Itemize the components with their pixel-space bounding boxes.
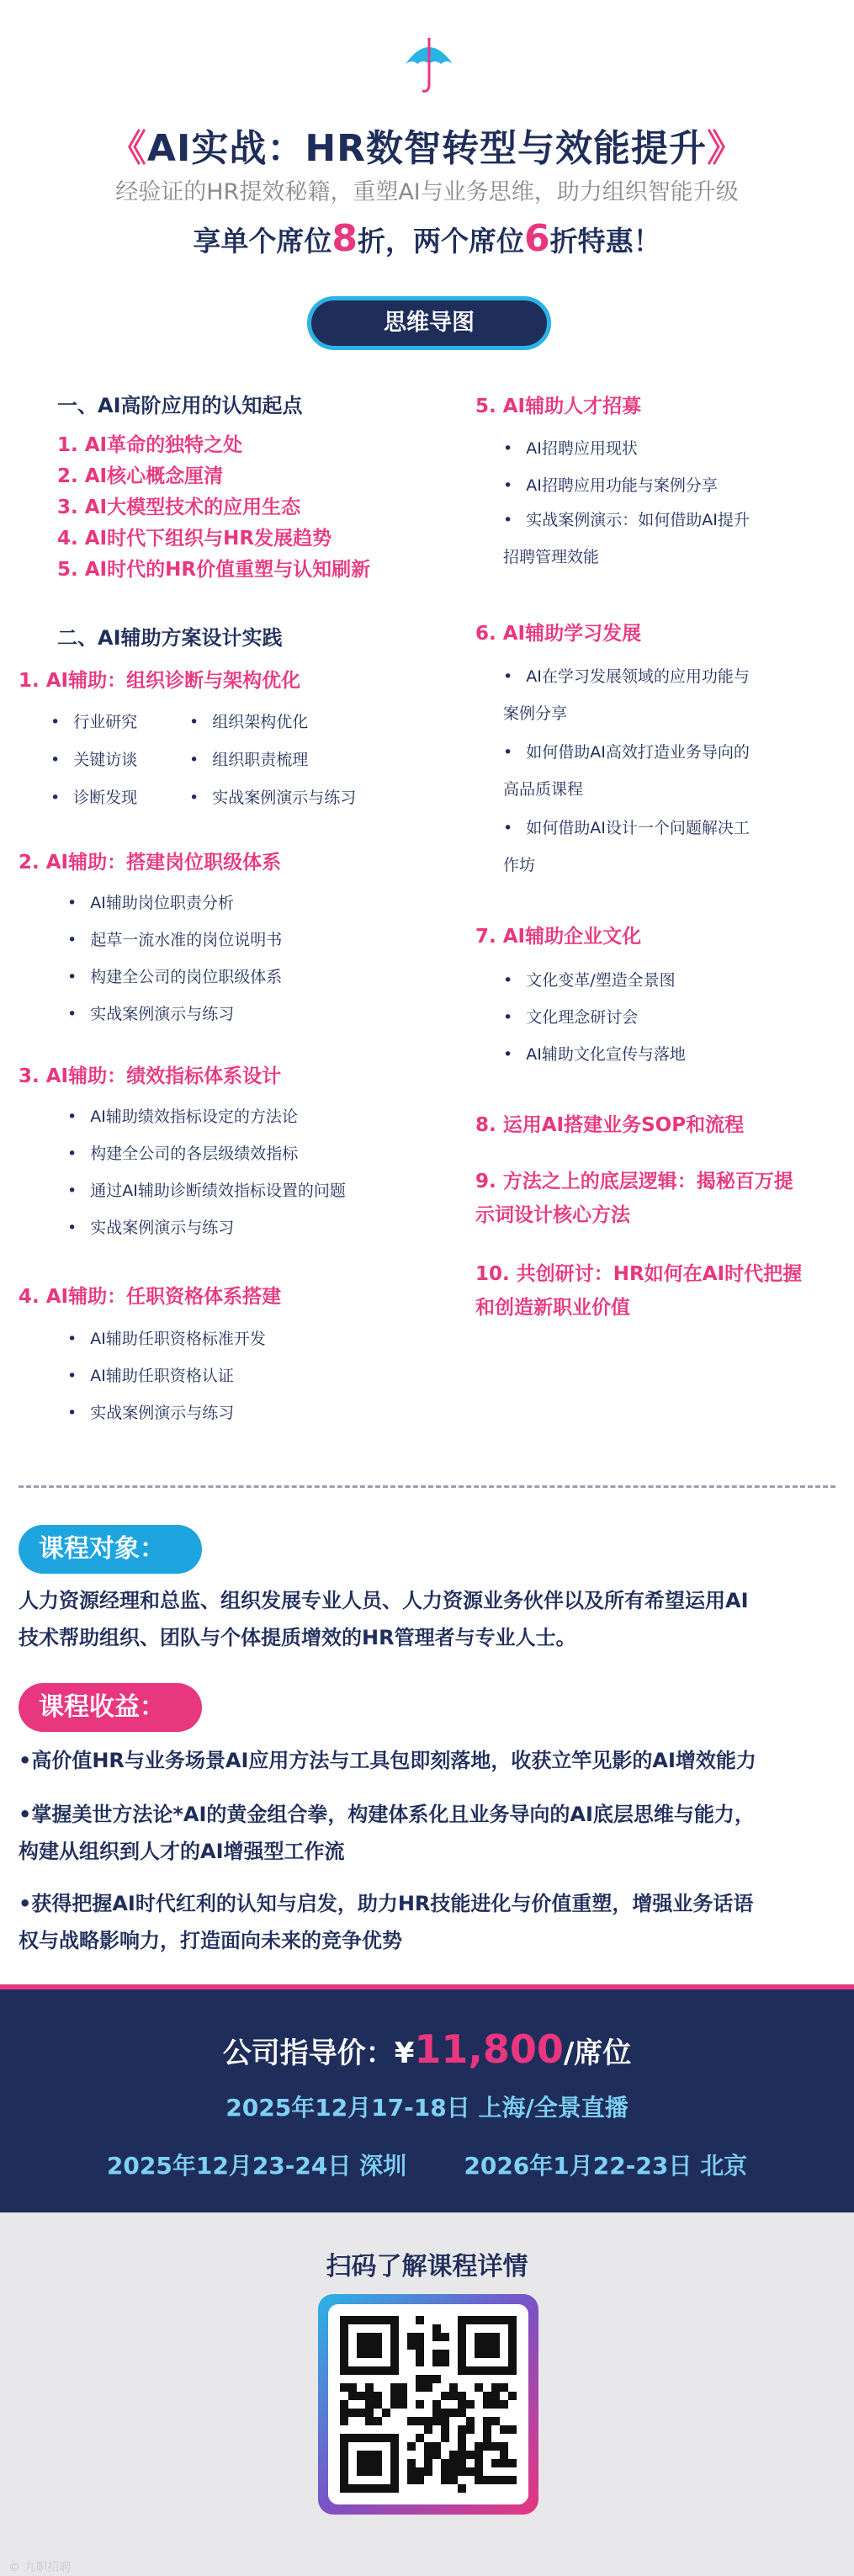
sec1-item-1: 1. AI革命的独特之处 bbox=[57, 434, 243, 456]
list-item: • AI招聘应用功能与案例分享 bbox=[503, 473, 718, 496]
module-6-title: 6. AI辅助学习发展 bbox=[475, 623, 642, 645]
watermark: © 九职招聘 bbox=[8, 2561, 72, 2574]
list-item: • 起草一流水准的岗位说明书 bbox=[67, 927, 282, 950]
list-item: • 通过AI辅助诊断绩效指标设置的问题 bbox=[67, 1178, 346, 1201]
list-item: • AI辅助绩效指标设定的方法论 bbox=[67, 1104, 298, 1127]
list-item: • AI辅助文化宣传与落地 bbox=[503, 1042, 686, 1065]
list-item: • 实战案例演示与练习 bbox=[67, 1001, 234, 1024]
session-dates-2: 2025年12月23-24日 深圳 2026年1月22-23日 北京 bbox=[106, 2152, 748, 2180]
list-item: • 诊断发现 bbox=[50, 785, 137, 808]
audience-label: 课程对象： bbox=[19, 1525, 202, 1574]
session-date-1: 2025年12月17-18日 上海/全景直播 bbox=[225, 2094, 629, 2122]
qr-code-icon[interactable] bbox=[340, 2316, 517, 2493]
list-item: • 如何借助AI高效打造业务导向的 高品质课程 bbox=[503, 743, 750, 799]
list-item: • 行业研究 bbox=[50, 709, 137, 732]
benefit-2: •掌握美世方法论*AI的黄金组合拳，构建体系化且业务导向的AI底层思维与能力， 构建从组织到人才的AI增强型工作流 bbox=[19, 1803, 755, 1863]
module-7-title: 7. AI辅助企业文化 bbox=[475, 926, 642, 948]
section-1-title: 一、AI高阶应用的认知起点 bbox=[57, 394, 303, 417]
list-item: • 如何借助AI设计一个问题解决工 作坊 bbox=[503, 819, 750, 874]
page-title: 《AI实战：HR数智转型与效能提升》 bbox=[109, 127, 745, 170]
benefits-label: 课程收益： bbox=[19, 1683, 202, 1732]
list-item: • 构建全公司的各层级绩效指标 bbox=[67, 1141, 298, 1164]
list-item: • AI招聘应用现状 bbox=[503, 436, 638, 459]
discount-offer: 享单个席位8折，两个席位6折特惠！ bbox=[193, 217, 661, 260]
sec1-item-4: 4. AI时代下组织与HR发展趋势 bbox=[57, 528, 332, 550]
module-8-title: 8. 运用AI搭建业务SOP和流程 bbox=[475, 1114, 745, 1136]
price-line: 公司指导价：¥11,800/席位 bbox=[222, 2026, 632, 2072]
list-item: • 实战案例演示与练习 bbox=[189, 785, 356, 808]
module-3-title: 3. AI辅助：绩效指标体系设计 bbox=[19, 1065, 282, 1087]
module-9-title: 9. 方法之上的底层逻辑：揭秘百万提 示词设计核心方法 bbox=[475, 1171, 793, 1226]
list-item: • AI辅助任职资格认证 bbox=[67, 1363, 234, 1386]
list-item: • AI辅助岗位职责分析 bbox=[67, 890, 234, 913]
module-5-title: 5. AI辅助人才招募 bbox=[475, 396, 642, 417]
list-item: • 关键访谈 bbox=[50, 747, 137, 770]
list-item: • 组织架构优化 bbox=[189, 709, 308, 732]
qr-caption: 扫码了解课程详情 bbox=[326, 2252, 528, 2281]
benefit-1: •高价值HR与业务场景AI应用方法与工具包即刻落地，收获立竿见影的AI增效能力 bbox=[19, 1749, 756, 1772]
mindmap-button[interactable]: 思维导图 bbox=[307, 296, 551, 350]
sec1-item-5: 5. AI时代的HR价值重塑与认知刷新 bbox=[57, 559, 371, 581]
list-item: • 文化理念研讨会 bbox=[503, 1005, 638, 1028]
list-item: • 构建全公司的岗位职级体系 bbox=[67, 964, 282, 987]
module-1-title: 1. AI辅助：组织诊断与架构优化 bbox=[19, 670, 301, 692]
list-item: • 组织职责梳理 bbox=[189, 747, 308, 770]
list-item: • 实战案例演示：如何借助AI提升 招聘管理效能 bbox=[503, 511, 750, 566]
list-item: • 实战案例演示与练习 bbox=[67, 1400, 234, 1423]
sec1-item-3: 3. AI大模型技术的应用生态 bbox=[57, 497, 301, 518]
list-item: • AI辅助任职资格标准开发 bbox=[67, 1326, 266, 1349]
sec1-item-2: 2. AI核心概念厘清 bbox=[57, 465, 224, 487]
module-4-title: 4. AI辅助：任职资格体系搭建 bbox=[19, 1286, 282, 1308]
audience-text: 人力资源经理和总监、组织发展专业人员、人力资源业务伙伴以及所有希望运用AI 技术帮助组织、团队与个体提质增效的HR管理者与专业人士。 bbox=[19, 1589, 749, 1649]
divider bbox=[19, 1485, 835, 1488]
list-item: • 实战案例演示与练习 bbox=[67, 1215, 234, 1238]
benefit-3: •获得把握AI时代红利的认知与启发，助力HR技能进化与价值重塑，增强业务话语 权与战略影响力，打造面向未来的竞争优势 bbox=[19, 1892, 754, 1952]
module-2-title: 2. AI辅助：搭建岗位职级体系 bbox=[19, 852, 282, 874]
list-item: • AI在学习发展领域的应用功能与 案例分享 bbox=[503, 667, 750, 723]
subtitle: 经验证的HR提效秘籍，重塑AI与业务思维，助力组织智能升级 bbox=[115, 179, 739, 205]
section-2-title: 二、AI辅助方案设计实践 bbox=[57, 626, 283, 650]
umbrella-icon bbox=[404, 35, 454, 96]
module-10-title: 10. 共创研讨：HR如何在AI时代把握 和创造新职业价值 bbox=[475, 1263, 803, 1319]
list-item: • 文化变革/塑造全景图 bbox=[503, 968, 676, 991]
